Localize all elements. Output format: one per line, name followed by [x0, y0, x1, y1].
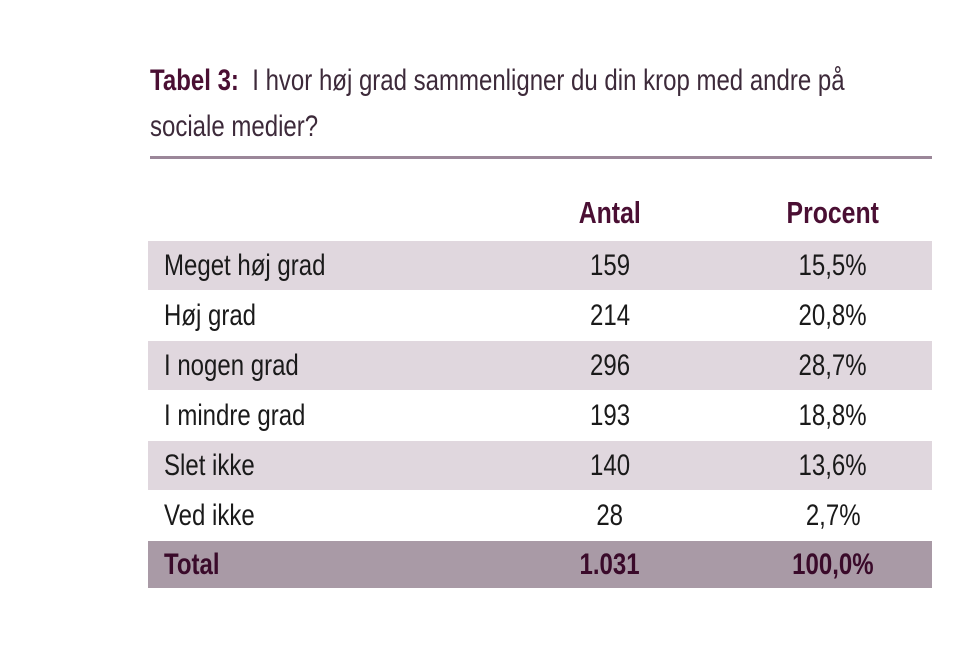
caption-divider	[150, 156, 932, 159]
header-procent: Procent	[786, 195, 880, 230]
caption-line-1	[150, 58, 940, 104]
table-row	[148, 241, 932, 290]
table-row	[148, 291, 932, 340]
row-procent: 15,5%	[798, 248, 868, 282]
row-antal: 140	[589, 448, 631, 482]
row-antal: 28	[596, 498, 624, 532]
total-procent: 100,0%	[792, 547, 874, 581]
row-antal: 214	[589, 298, 631, 332]
table-header-row	[148, 186, 932, 240]
caption-label: Tabel 3:	[150, 64, 239, 97]
row-label: I mindre grad	[164, 398, 306, 432]
row-procent: 18,8%	[798, 398, 868, 432]
table-caption	[150, 58, 940, 150]
row-label: Høj grad	[164, 298, 257, 332]
row-procent: 20,8%	[798, 298, 868, 332]
row-label: I nogen grad	[164, 348, 299, 382]
table-row	[148, 341, 932, 390]
row-procent: 28,7%	[798, 348, 868, 382]
data-table	[148, 186, 932, 589]
header-antal: Antal	[579, 195, 641, 230]
row-label: Meget høj grad	[164, 248, 326, 282]
total-antal: 1.031	[579, 547, 641, 581]
row-antal: 296	[589, 348, 631, 382]
table-row	[148, 441, 932, 490]
total-label: Total	[164, 547, 220, 581]
caption-text-2: sociale medier?	[150, 110, 319, 143]
table-total-row	[148, 541, 932, 588]
table-row	[148, 491, 932, 540]
caption-text-1: I hvor høj grad sammenligner du din krop med andre på	[252, 64, 845, 97]
row-antal: 193	[589, 398, 631, 432]
row-label: Ved ikke	[164, 498, 255, 532]
caption-line-2	[150, 104, 940, 150]
row-procent: 2,7%	[805, 498, 861, 532]
table-row	[148, 391, 932, 440]
row-label: Slet ikke	[164, 448, 255, 482]
row-procent: 13,6%	[798, 448, 868, 482]
row-antal: 159	[589, 248, 631, 282]
